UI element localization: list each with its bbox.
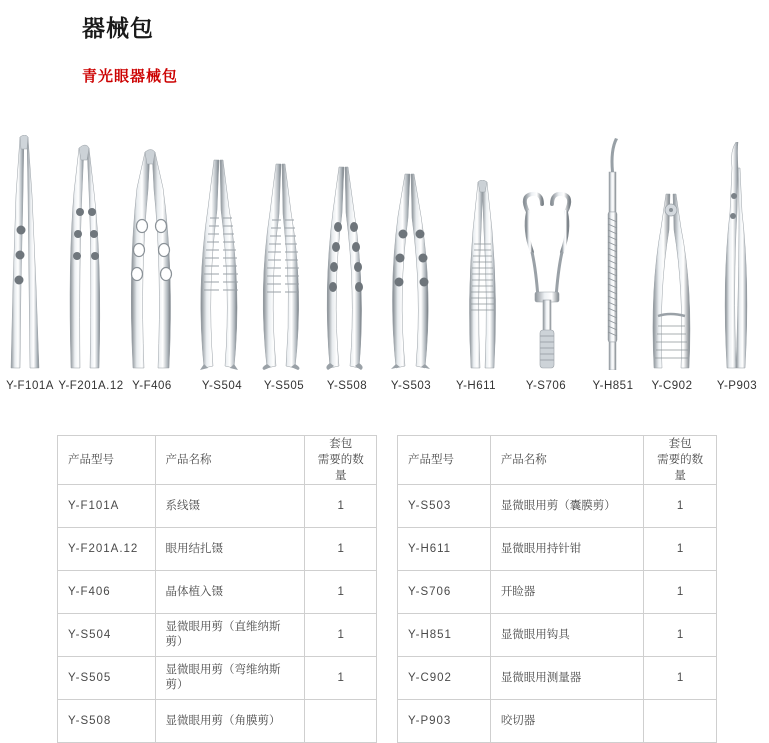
instrument-label-11: Y-P903: [716, 380, 758, 392]
page-title: 器械包: [82, 15, 154, 41]
table-row: [398, 485, 717, 528]
cell-model: Y-H611: [398, 528, 491, 571]
cell-model: Y-S508: [58, 700, 156, 743]
biting-cutter-icon: [716, 142, 756, 370]
instrument-label-2: Y-F406: [132, 380, 172, 392]
table-row: [58, 571, 377, 614]
cell-name: 咬切器: [490, 700, 643, 743]
instrument-label-3: Y-S504: [201, 380, 243, 392]
cell-qty: 1: [644, 614, 717, 657]
cell-qty: 1: [644, 657, 717, 700]
cell-qty: 1: [644, 571, 717, 614]
table-row: [58, 485, 377, 528]
header-qty: [305, 436, 377, 485]
table-row: [398, 614, 717, 657]
cell-name: 显微眼用钩具: [490, 614, 643, 657]
instrument-label-10: Y-C902: [651, 380, 693, 392]
cell-model: Y-S504: [58, 614, 156, 657]
cell-qty: 1: [644, 528, 717, 571]
table-row: [58, 700, 377, 743]
table-row: [58, 614, 377, 657]
instrument-label-5: Y-S508: [326, 380, 368, 392]
cell-name: 显微眼用剪（角膜剪）: [155, 700, 305, 743]
instrument-label-8: Y-S706: [525, 380, 567, 392]
instrument-illustration-strip: [0, 120, 769, 370]
cell-qty: 1: [644, 485, 717, 528]
header-name: 产品名称: [490, 436, 643, 485]
cell-model: Y-F406: [58, 571, 156, 614]
table-row: [58, 528, 377, 571]
cell-name: 显微眼用剪（囊膜剪）: [490, 485, 643, 528]
caliper-icon: [644, 188, 700, 370]
cell-model: Y-F101A: [58, 485, 156, 528]
instrument-table-left: [57, 435, 377, 743]
cell-name: 开睑器: [490, 571, 643, 614]
table-row: [398, 571, 717, 614]
cell-qty: 1: [305, 485, 377, 528]
instrument-label-6: Y-S503: [390, 380, 432, 392]
cell-name: 显微眼用剪（弯维纳斯剪）: [155, 657, 305, 700]
cell-name: 系线镊: [155, 485, 305, 528]
forceps-straight-icon: [6, 135, 46, 370]
cell-qty: 1: [305, 614, 377, 657]
instrument-table-right: [397, 435, 717, 743]
scissors-vannas-curved-icon: [258, 162, 308, 370]
forceps-tying-icon: [62, 142, 110, 370]
instrument-label-0: Y-F101A: [6, 380, 54, 392]
cell-model: Y-S706: [398, 571, 491, 614]
cell-name: 显微眼用剪（直维纳斯剪）: [155, 614, 305, 657]
instrument-label-row: [0, 380, 769, 400]
eye-speculum-icon: [512, 190, 582, 370]
header-qty-line1: 套包: [329, 438, 353, 450]
instrument-label-1: Y-F201A.12: [58, 380, 124, 392]
eye-hook-icon: [600, 138, 626, 370]
cell-name: 晶体植入镊: [155, 571, 305, 614]
cell-name: 显微眼用测量器: [490, 657, 643, 700]
scissors-vannas-straight-icon: [196, 158, 246, 370]
table-row: [398, 657, 717, 700]
header-model: 产品型号: [58, 436, 156, 485]
table-header-row: [58, 436, 377, 485]
cell-model: Y-S505: [58, 657, 156, 700]
header-name: 产品名称: [155, 436, 305, 485]
cell-model: Y-S503: [398, 485, 491, 528]
forceps-lens-implant-icon: [126, 148, 178, 370]
cell-model: Y-C902: [398, 657, 491, 700]
needle-holder-icon: [462, 180, 504, 370]
table-row: [398, 700, 717, 743]
header-qty-line2: 需要的数量: [317, 454, 364, 483]
instrument-label-7: Y-H611: [455, 380, 497, 392]
cell-qty: [644, 700, 717, 743]
cell-name: 眼用结扎镊: [155, 528, 305, 571]
cell-model: Y-F201A.12: [58, 528, 156, 571]
cell-qty: 1: [305, 657, 377, 700]
header-model: 产品型号: [398, 436, 491, 485]
header-qty-line2: 需要的数量: [657, 454, 704, 483]
header-qty-line1: 套包: [668, 438, 692, 450]
cell-qty: 1: [305, 528, 377, 571]
scissors-capsulotomy-icon: [386, 172, 438, 370]
header-qty: [644, 436, 717, 485]
table-header-row: [398, 436, 717, 485]
scissors-corneal-icon: [322, 165, 370, 370]
page-subtitle: 青光眼器械包: [82, 68, 179, 85]
cell-qty: [305, 700, 377, 743]
table-row: [58, 657, 377, 700]
cell-model: Y-H851: [398, 614, 491, 657]
cell-model: Y-P903: [398, 700, 491, 743]
cell-qty: 1: [305, 571, 377, 614]
cell-name: 显微眼用持针钳: [490, 528, 643, 571]
table-row: [398, 528, 717, 571]
instrument-label-9: Y-H851: [592, 380, 634, 392]
instrument-label-4: Y-S505: [263, 380, 305, 392]
